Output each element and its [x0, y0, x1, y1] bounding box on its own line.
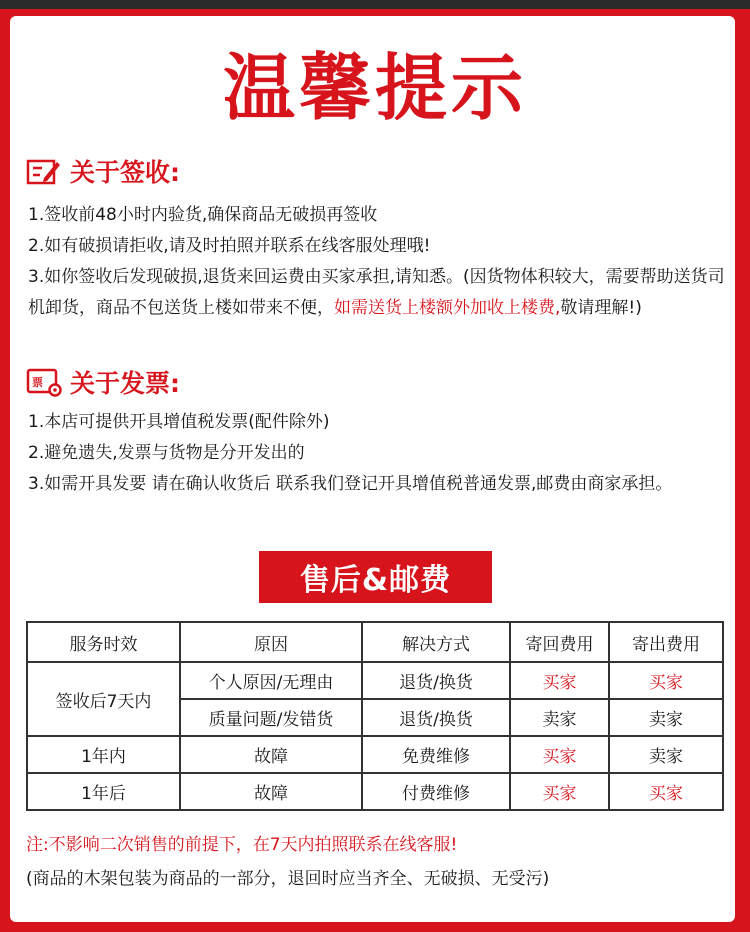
red-note: 注:不影响二次销售的前提下，在7天内拍照联系在线客服!: [26, 835, 458, 855]
cell-reason: 个人原因/无理由: [180, 662, 362, 699]
sign-item-3-end: 敬请理解!): [560, 298, 642, 318]
table-row: [27, 662, 723, 699]
invoice-section-heading: [26, 365, 180, 399]
cell-reason: 故障: [180, 736, 362, 773]
table-header-row: [27, 622, 723, 662]
invoice-heading-text: 关于发票:: [70, 369, 180, 398]
invoice-item-2: 2.避免遗失,发票与货物是分开发出的: [28, 443, 305, 463]
table-row: [27, 773, 723, 810]
cell-return-fee: 买家: [510, 662, 609, 699]
sign-section-heading: [26, 154, 180, 188]
header-return-fee: 寄回费用: [510, 622, 609, 662]
svg-text:票: 票: [32, 376, 43, 389]
sign-items: [28, 200, 728, 324]
sign-heading-text: 关于签收:: [70, 158, 180, 187]
fee-table: [26, 621, 724, 811]
cell-reason: 故障: [180, 773, 362, 810]
cell-send-fee: 买家: [609, 662, 723, 699]
sign-item-3-highlight: 如需送货上楼额外加收上楼费,: [334, 298, 561, 318]
header-solution: 解决方式: [362, 622, 510, 662]
header-send-fee: 寄出费用: [609, 622, 723, 662]
cell-period: 1年后: [27, 773, 180, 810]
sign-item-2: 2.如有破损请拒收,请及时拍照并联系在线客服处理哦!: [28, 236, 431, 256]
sign-item-3: [28, 262, 728, 324]
packaging-note: (商品的木架包装为商品的一部分，退回时应当齐全、无破损、无受污): [26, 869, 550, 889]
cell-send-fee: 卖家: [609, 736, 723, 773]
cell-solution: 退货/换货: [362, 699, 510, 736]
invoice-items: [28, 407, 728, 500]
sign-item-1: 1.签收前48小时内验货,确保商品无破损再签收: [28, 205, 378, 225]
cell-send-fee: 卖家: [609, 699, 723, 736]
invoice-ticket-icon: [26, 367, 62, 397]
sign-item-3-start: 3.如你签收后发现破损,退货来回运费由买家承担,请知悉。(因货物体积较大，需要帮助送货司机卸货，商品不包送货上楼如带来不便，: [28, 267, 725, 318]
table-row: [27, 736, 723, 773]
cell-solution: 退货/换货: [362, 662, 510, 699]
cell-return-fee: 卖家: [510, 699, 609, 736]
cell-period: 签收后7天内: [27, 662, 180, 736]
header-reason: 原因: [180, 622, 362, 662]
top-dark-strip: [0, 0, 750, 9]
invoice-item-3: 3.如需开具发要 请在确认收货后 联系我们登记开具增值税普通发票,邮费由商家承担。: [28, 474, 673, 494]
cell-solution: 付费维修: [362, 773, 510, 810]
page-title: 温馨提示: [222, 46, 527, 130]
cell-reason: 质量问题/发错货: [180, 699, 362, 736]
sign-document-icon: [26, 156, 62, 186]
aftersale-banner: 售后&邮费: [259, 551, 492, 603]
header-period: 服务时效: [27, 622, 180, 662]
cell-solution: 免费维修: [362, 736, 510, 773]
cell-return-fee: 买家: [510, 773, 609, 810]
invoice-item-1: 1.本店可提供开具增值税发票(配件除外): [28, 412, 330, 432]
cell-return-fee: 买家: [510, 736, 609, 773]
cell-send-fee: 买家: [609, 773, 723, 810]
cell-period: 1年内: [27, 736, 180, 773]
